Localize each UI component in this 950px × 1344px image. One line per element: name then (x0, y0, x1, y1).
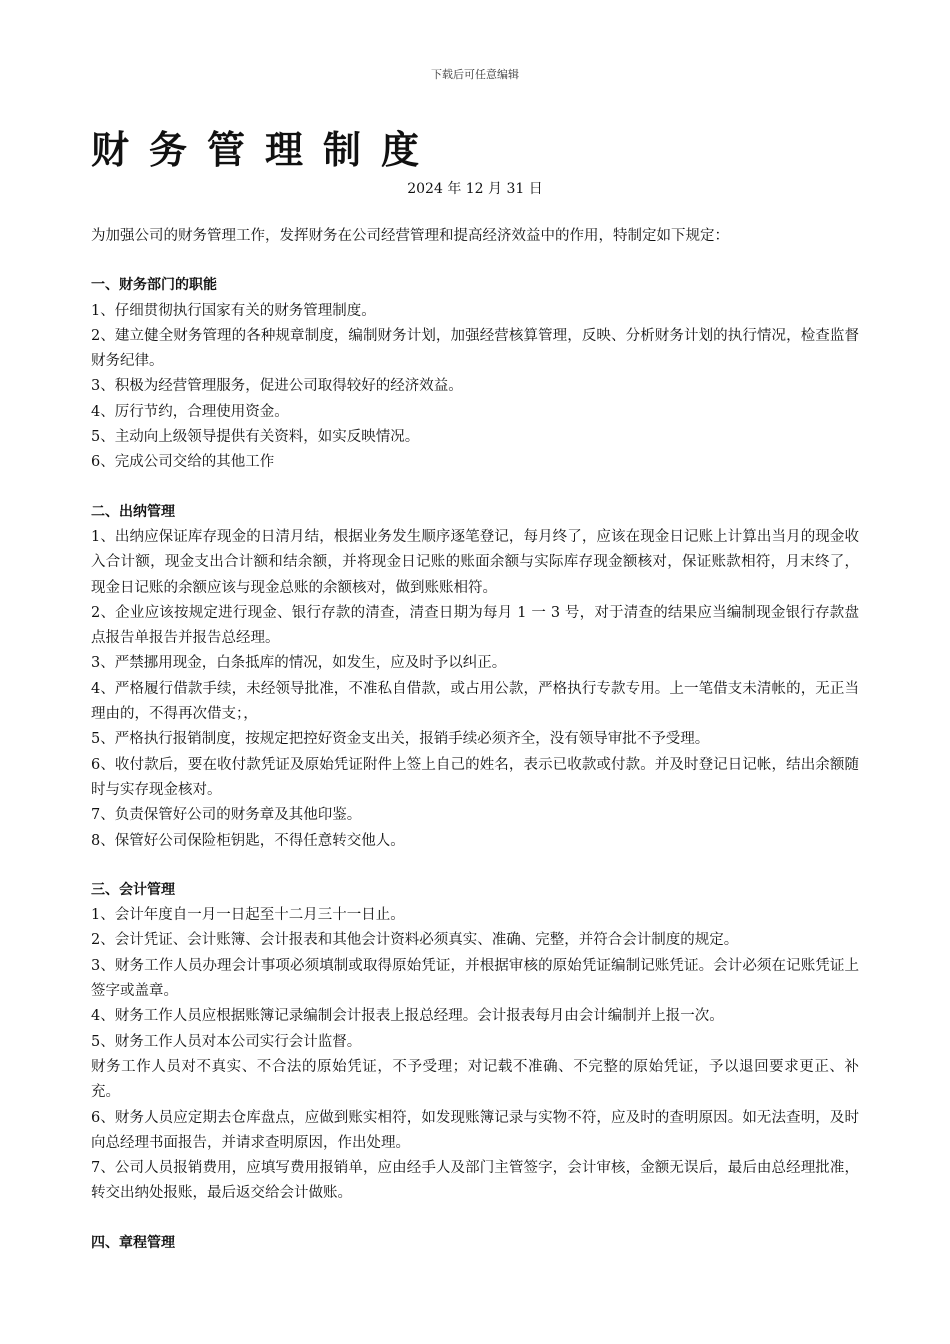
section-heading: 三、会计管理 (91, 881, 175, 898)
section-paragraph: 6、收付款后，要在收付款凭证及原始凭证附件上签上自己的姓名，表示已收款或付款。并及时登记日记帐，结出余额随时与实存现金核对。 (91, 756, 859, 798)
section-paragraph: 2、建立健全财务管理的各种规章制度，编制财务计划，加强经营核算管理，反映、分析财务计划的执行情况，检查监督财务纪律。 (91, 327, 859, 370)
section-paragraph: 3、积极为经营管理服务，促进公司取得较好的经济效益。 (91, 378, 463, 395)
section-4 (91, 1231, 859, 1256)
section-paragraph: 财务工作人员对不真实、不合法的原始凭证，不予受理；对记载不准确、不完整的原始凭证，予以退回要求更正、补充。 (91, 1058, 859, 1101)
section-heading: 二、出纳管理 (91, 503, 175, 520)
section-3 (91, 878, 859, 1207)
section-paragraph: 7、负责保管好公司的财务章及其他印鉴。 (91, 807, 362, 824)
header-note: 下载后可任意编辑 (431, 68, 519, 81)
section-paragraph: 3、严禁挪用现金，白条抵库的情况，如发生，应及时予以纠正。 (91, 655, 507, 672)
document-body (91, 224, 859, 1280)
section-paragraph: 5、严格执行报销制度，按规定把控好资金支出关，报销手续必须齐全，没有领导审批不予受理。 (91, 731, 710, 748)
section-paragraph: 5、主动向上级领导提供有关资料，如实反映情况。 (91, 429, 420, 446)
section-heading: 一、财务部门的职能 (91, 277, 217, 294)
section-paragraph: 3、财务工作人员办理会计事项必须填制或取得原始凭证，并根据审核的原始凭证编制记账凭证。会计必须在记账凭证上签字或盖章。 (91, 957, 859, 1000)
section-paragraph: 2、企业应该按规定进行现金、银行存款的清查，清查日期为每月 1 一 3 号，对于清查的结果应当编制现金银行存款盘点报告单报告并报告总经理。 (91, 604, 859, 647)
section-paragraph: 8、保管好公司保险柜钥匙，不得任意转交他人。 (91, 832, 405, 849)
section-heading: 四、章程管理 (91, 1234, 175, 1251)
section-paragraph: 1、仔细贯彻执行国家有关的财务管理制度。 (91, 302, 376, 319)
sections-container (91, 273, 859, 1256)
document-title: 财务管理制度 (91, 128, 440, 172)
section-paragraph: 4、严格履行借款手续，未经领导批准，不准私自借款，或占用公款，严格执行专款专用。上一笔借支未清帐的，无正当理由的，不得再次借支；， (91, 680, 859, 723)
section-paragraph: 4、财务工作人员应根据账簿记录编制会计报表上报总经理。会计报表每月由会计编制并上报一次。 (91, 1008, 724, 1025)
section-paragraph: 2、会计凭证、会计账簿、会计报表和其他会计资料必须真实、准确、完整，并符合会计制度的规定。 (91, 932, 739, 949)
section-paragraph: 1、出纳应保证库存现金的日清月结，根据业务发生顺序逐笔登记，每月终了，应该在现金日记账上计算出当月的现金收入合计额，现金支出合计额和结余额，并将现金日记账的账面余额与实际库存现金额核对，保证账款相符，月末终了，现金日记账的余额应该与现金总账的余额核对，做到账账相符。 (91, 528, 859, 596)
section-paragraph: 6、完成公司交给的其他工作 (91, 454, 275, 471)
section-paragraph: 5、财务工作人员对本公司实行会计监督。 (91, 1033, 362, 1050)
section-paragraph: 4、厉行节约，合理使用资金。 (91, 403, 289, 420)
document-date: 2024 年 12 月 31 日 (407, 181, 543, 197)
section-paragraph: 1、会计年度自一月一日起至十二月三十一日止。 (91, 907, 405, 924)
section-1 (91, 273, 859, 475)
section-2 (91, 500, 859, 854)
section-paragraph: 6、财务人员应定期去仓库盘点，应做到账实相符，如发现账簿记录与实物不符，应及时的查明原因。如无法查明，及时向总经理书面报告，并请求查明原因，作出处理。 (91, 1109, 859, 1151)
section-paragraph: 7、公司人员报销费用，应填写费用报销单，应由经手人及部门主管签字，会计审核，金额无误后，最后由总经理批准，转交出纳处报账，最后返交给会计做账。 (91, 1160, 859, 1202)
intro-paragraph: 为加强公司的财务管理工作，发挥财务在公司经营管理和提高经济效益中的作用，特制定如下规定： (91, 228, 729, 244)
